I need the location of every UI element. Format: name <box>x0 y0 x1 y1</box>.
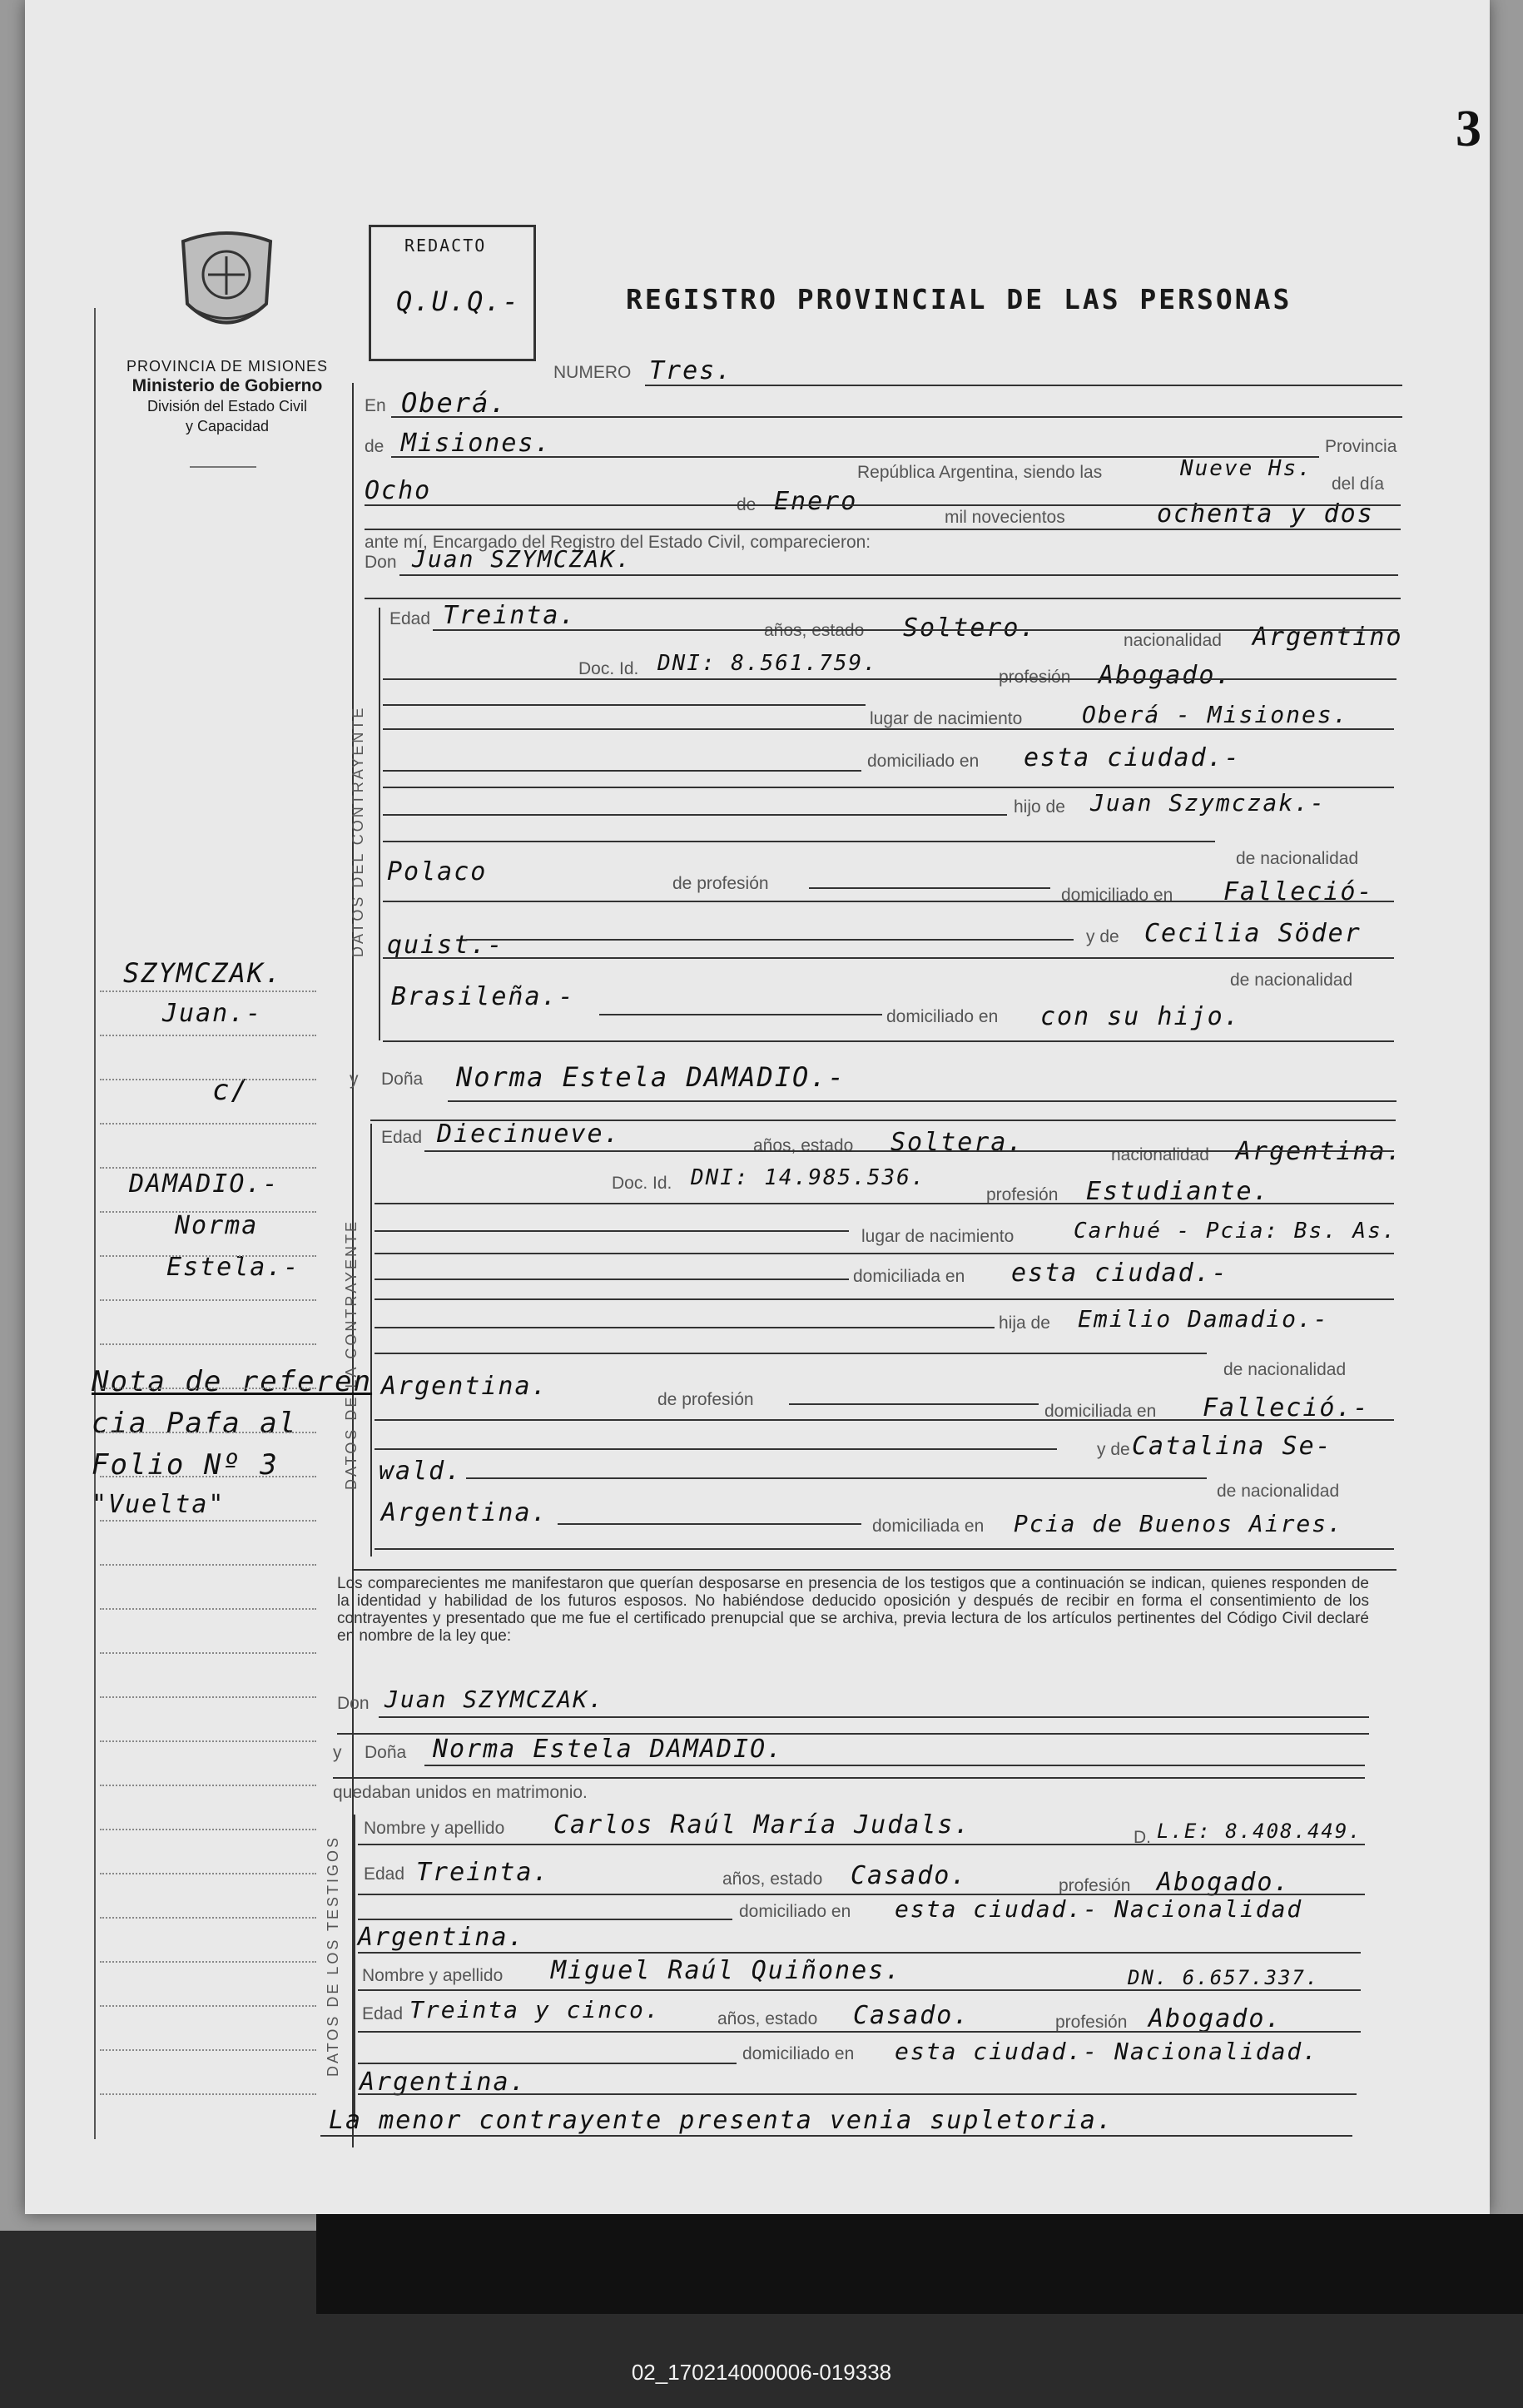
padre-nacionalidad-value: Polaco <box>387 857 488 886</box>
margin-rule-line <box>100 1035 316 1036</box>
madre-f-domicilio-value: Pcia de Buenos Aires. <box>1014 1510 1344 1537</box>
hija-label: hija de <box>999 1313 1050 1333</box>
t2-edad-label: Edad <box>362 2004 404 2023</box>
profesion-f-value: Estudiante. <box>1086 1177 1270 1206</box>
declaration-closing: quedaban unidos en matrimonio. <box>333 1783 588 1802</box>
margin-rule-line <box>100 1961 316 1963</box>
y-de-label: y de <box>1086 927 1119 946</box>
domicilio-value: esta ciudad.- <box>1024 743 1241 772</box>
t1-domicilio-label: domiciliado en <box>739 1902 851 1921</box>
nacionalidad-f-label: nacionalidad <box>1111 1145 1209 1164</box>
madre-f-nacionalidad-value: Argentina. <box>381 1498 548 1527</box>
madre-domicilio-value: con su hijo. <box>1040 1002 1241 1031</box>
margin-rule-line <box>100 1255 316 1257</box>
margin-name-5: Estela.- <box>166 1253 300 1282</box>
contrayente-side-label: DATOS DEL CONTRAYENTE <box>350 705 366 957</box>
t1-estado-value: Casado. <box>851 1861 968 1890</box>
t2-estado-value: Casado. <box>853 2001 970 2030</box>
y-de-f-label: y de <box>1097 1440 1130 1459</box>
domicilio-f-label: domiciliada en <box>853 1267 965 1286</box>
estado-value: Soltero. <box>903 613 1037 643</box>
provincia-label: Provincia <box>1325 437 1397 456</box>
scan-id-caption: 02_170214000006-019338 <box>631 2360 892 2385</box>
t2-anios-label: años, estado <box>717 2009 818 2028</box>
margin-conj: c/ <box>212 1074 250 1107</box>
republica-text: República Argentina, siendo las <box>857 463 1103 482</box>
margin-rule-line <box>100 1432 316 1433</box>
ministry-name: Ministerio de Gobierno <box>131 376 323 395</box>
redacto-label: REDACTO <box>404 236 487 256</box>
t1-domicilio-value: esta ciudad.- Nacionalidad <box>895 1895 1303 1923</box>
divider <box>190 466 256 468</box>
hijo-label: hijo de <box>1014 797 1065 817</box>
margin-name-2: Juan.- <box>162 999 263 1028</box>
de-nacionalidad-f-label-2: de nacionalidad <box>1217 1482 1340 1501</box>
t1-profesion-value: Abogado. <box>1157 1868 1291 1897</box>
don-value: Juan SZYMCZAK. <box>412 545 633 573</box>
profesion-value: Abogado. <box>1099 661 1233 690</box>
de-nacionalidad-label-2: de nacionalidad <box>1230 971 1353 990</box>
footer-note: La menor contrayente presenta venia supletoria. <box>329 2106 1114 2135</box>
division-name: División del Estado Civil <box>146 398 308 415</box>
nacionalidad-f-value: Argentina. <box>1236 1137 1403 1166</box>
redacto-value: Q.U.Q.- <box>396 285 520 317</box>
estado-f-value: Soltera. <box>890 1128 1024 1157</box>
document-title: REGISTRO PROVINCIAL DE LAS PERSONAS <box>626 283 1292 315</box>
de-value: Misiones. <box>401 429 552 458</box>
dona-label: Doña <box>381 1070 424 1089</box>
edad-f-value: Diecinueve. <box>437 1120 621 1149</box>
domicilio-label-2: domiciliado en <box>886 1007 999 1026</box>
margin-rule-line <box>100 1476 316 1477</box>
doc-f-value: DNI: 14.985.536. <box>691 1165 926 1190</box>
t1-nombre-label: Nombre y apellido <box>364 1819 505 1838</box>
margin-rule-line <box>100 1785 316 1786</box>
t2-nombre-value: Miguel Raúl Quiñones. <box>551 1956 902 1985</box>
doc-f-label: Doc. Id. <box>612 1174 672 1193</box>
margin-rule-line <box>100 2049 316 2051</box>
numero-value: Tres. <box>649 356 733 385</box>
margin-name-4: Norma <box>175 1211 259 1240</box>
mil-label: mil novecientos <box>945 508 1065 527</box>
province-name: PROVINCIA DE MISIONES <box>126 358 329 375</box>
t2-domicilio-label: domiciliado en <box>742 2044 855 2063</box>
madre-value-1: Cecilia Söder <box>1144 919 1362 948</box>
de2-label: de <box>737 495 757 514</box>
hora-value: Nueve Hs. <box>1180 456 1312 481</box>
t1-profesion-label: profesión <box>1059 1876 1131 1895</box>
t1-doc-label: D. <box>1134 1828 1151 1847</box>
padre-f-value: Emilio Damadio.- <box>1078 1305 1329 1333</box>
profesion-label: profesión <box>999 668 1071 687</box>
nacionalidad-label: nacionalidad <box>1124 631 1222 650</box>
domiciliado-en-label: domiciliado en <box>1061 886 1173 905</box>
de-nacionalidad-f-label: de nacionalidad <box>1223 1360 1347 1379</box>
doc-label: Doc. Id. <box>578 659 639 678</box>
de-nacionalidad-label: de nacionalidad <box>1236 849 1359 868</box>
t1-nacionalidad-value: Argentina. <box>358 1923 525 1952</box>
madre-f-value-1: Catalina Se- <box>1132 1432 1332 1461</box>
margin-rule-line <box>100 1211 316 1213</box>
madre-value-2: quist.- <box>387 931 504 960</box>
edad-label: Edad <box>389 609 431 628</box>
declaration-dona-label: Doña <box>365 1743 407 1762</box>
margin-rule-line <box>100 1167 316 1169</box>
margin-note-3: Folio Nº 3 <box>92 1448 279 1482</box>
t1-anios-label: años, estado <box>722 1869 823 1889</box>
don-label: Don <box>365 553 397 572</box>
de-label: de <box>365 437 384 456</box>
nacionalidad-value: Argentino <box>1253 623 1403 652</box>
padre-domicilio-value: Falleció- <box>1223 877 1374 906</box>
mes-value: Enero <box>774 487 858 516</box>
madre-f-value-2: wald. <box>379 1457 463 1486</box>
t2-edad-value: Treinta y cinco. <box>409 1996 661 2023</box>
declaration-y-label: y <box>333 1743 342 1762</box>
lugar-value: Oberá - Misiones. <box>1082 701 1349 728</box>
de-profesion-f-label: de profesión <box>657 1390 754 1409</box>
padre-value: Juan Szymczak.- <box>1090 789 1326 817</box>
domicilio-label: domiciliado en <box>867 752 980 771</box>
t1-edad-label: Edad <box>364 1864 405 1884</box>
margin-rule-line <box>100 1520 316 1522</box>
margin-rule-line <box>100 1873 316 1874</box>
t2-nacionalidad-value: Argentina. <box>360 2068 527 2097</box>
madre-nacionalidad-value: Brasileña.- <box>391 982 575 1011</box>
doc-value: DNI: 8.561.759. <box>657 651 878 676</box>
margin-rule-line <box>100 991 316 992</box>
dia-value: Ocho <box>365 476 432 505</box>
padre-f-domicilio-value: Falleció.- <box>1203 1393 1370 1422</box>
declaration-don-value: Juan SZYMCZAK. <box>384 1686 605 1713</box>
edad-value: Treinta. <box>443 601 577 630</box>
domicilio-f-value: esta ciudad.- <box>1011 1259 1228 1288</box>
provincial-seal-icon <box>175 225 279 341</box>
redacto-box <box>369 225 536 361</box>
margin-rule-line <box>100 1388 316 1389</box>
margin-rule-line <box>100 1917 316 1919</box>
margin-note-4: "Vuelta" <box>92 1490 226 1519</box>
margin-rule <box>94 308 96 2139</box>
anios-f-label: años, estado <box>753 1136 854 1155</box>
lugar-f-label: lugar de nacimiento <box>861 1227 1015 1246</box>
margin-rule-line <box>100 1740 316 1742</box>
margin-rule-line <box>100 1079 316 1080</box>
page-number: 3 <box>1456 101 1481 157</box>
t1-nombre-value: Carlos Raúl María Judals. <box>553 1810 971 1840</box>
lugar-f-value: Carhué - Pcia: Bs. As. <box>1074 1219 1397 1244</box>
page-shadow <box>316 2214 1523 2314</box>
en-label: En <box>365 396 386 415</box>
numero-label: NUMERO <box>553 363 632 382</box>
anio-value: ochenta y dos <box>1157 499 1374 529</box>
anios-label: años, estado <box>764 621 865 640</box>
margin-rule-line <box>100 1608 316 1610</box>
capacity-name: y Capacidad <box>185 418 270 434</box>
margin-rule-line <box>100 1652 316 1654</box>
en-value: Oberá. <box>401 387 508 419</box>
dona-value: Norma Estela DAMADIO.- <box>456 1061 846 1093</box>
t2-nombre-label: Nombre y apellido <box>362 1966 504 1985</box>
margin-rule-line <box>100 1696 316 1698</box>
y-label: y <box>350 1070 359 1089</box>
margin-rule-line <box>100 2093 316 2095</box>
de-profesion-label: de profesión <box>672 874 769 893</box>
contrayente-f-side-label: DATOS DE LA CONTRAYENTE <box>343 1219 360 1490</box>
declaration-text: Los comparecientes me manifestaron que querían desposarse en presencia de los testigos que a continuación se indican, quienes responden de la identidad y habilidad de los futuros esposos. No habiéndose deducido oposición y después de recibir en forma el consentimiento de los contrayentes y presentado que me fue el certificado prenupcial que se archiva, previa lectura de los artículos pertinentes del Código Civil declaré en nombre de la ley que: <box>337 1575 1369 1645</box>
lugar-label: lugar de nacimiento <box>870 709 1023 728</box>
margin-rule-line <box>100 1343 316 1345</box>
margin-note-2: cia Pafa al <box>92 1407 298 1440</box>
padre-f-nacionalidad-value: Argentina. <box>381 1372 548 1401</box>
del-dia-label: del día <box>1332 474 1385 494</box>
margin-name-3: DAMADIO.- <box>129 1169 280 1199</box>
issuer-block <box>107 356 348 436</box>
profesion-f-label: profesión <box>986 1185 1059 1204</box>
t2-profesion-value: Abogado. <box>1148 2004 1282 2033</box>
domiciliada-label: domiciliada en <box>1044 1402 1157 1421</box>
domiciliada-label-2: domiciliada en <box>872 1517 985 1536</box>
declaration-dona-value: Norma Estela DAMADIO. <box>433 1735 784 1764</box>
t2-domicilio-value: esta ciudad.- Nacionalidad. <box>895 2038 1319 2065</box>
margin-rule-line <box>100 1829 316 1830</box>
t2-doc-value: DN. 6.657.337. <box>1128 1966 1320 1989</box>
t1-doc-value: L.E: 8.408.449. <box>1157 1820 1362 1843</box>
margin-rule-line <box>100 1299 316 1301</box>
margin-rule-line <box>100 1564 316 1566</box>
edad-f-label: Edad <box>381 1128 423 1147</box>
t1-edad-value: Treinta. <box>416 1858 550 1887</box>
ante-text: ante mí, Encargado del Registro del Estado Civil, comparecieron: <box>365 533 871 552</box>
declaration-don-label: Don <box>337 1694 370 1713</box>
margin-rule-line <box>100 2005 316 2007</box>
t2-profesion-label: profesión <box>1055 2013 1128 2032</box>
margin-note-1: Nota de referen <box>92 1365 373 1398</box>
margin-rule-line <box>100 1123 316 1125</box>
margin-name-1: SZYMCZAK. <box>123 957 283 989</box>
testigos-side-label: DATOS DE LOS TESTIGOS <box>325 1835 341 2077</box>
